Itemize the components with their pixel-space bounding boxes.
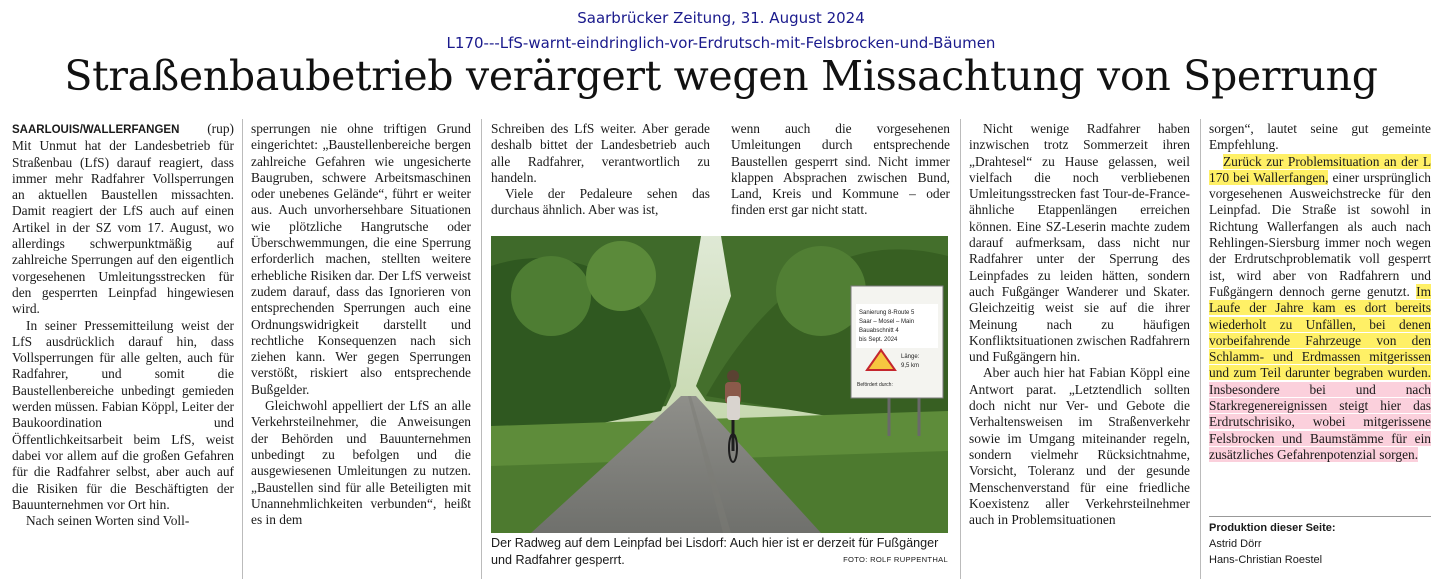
paragraph-text: einer ursprünglich vorgesehenen Ausweichstrecke für den Leinpfad. Die Straße ist sowohl in Richtung Wallerfangen als auch nach Rehlingen-Siersburg immer noch wegen der Erdrutschproblematik voll gesperrt ist, wird aber von Radfahrern und Fußgängern dennoch gerne genutzt. [1209, 169, 1431, 299]
sign-text: Saar – Mosel – Main [859, 319, 915, 325]
highlight-yellow: Im Laufe der Jahre kam es dort bereits wiederholt zu Unfällen, bei denen vorbeifahrende Fahrzeuge von den Schlamm- und Erdmassen mitgerissen und zum Teil darunter begraben wurden. [1209, 283, 1431, 381]
article-photo [491, 236, 948, 533]
credits-name: Hans-Christian Roestel [1209, 554, 1323, 566]
production-credits [1209, 516, 1431, 568]
caption-text: Der Radweg auf dem Leinpfad bei Lisdorf: Auch hier ist er derzeit für Fußgänger und Radfahrer gesperrt. [491, 536, 939, 567]
paragraph [1209, 154, 1431, 464]
article-slug: L170---LfS-warnt-eindringlich-vor-Erdrutsch-mit-Felsbrocken-und-Bäumen [446, 34, 996, 52]
paragraph: Gleichwohl appelliert der LfS an alle Verkehrsteilnehmer, die Anweisungen der Behörden und Bauunternehmen unbedingt zu befolgen und die ausgewiesenen Umleitungen zu nutzen. „Baustellen sind für alle Beteiligten mit Unannehmlichkeiten verbunden“, heißt es in dem [251, 398, 471, 528]
article-column-6 [1209, 121, 1431, 463]
sign-text: Sanierung 8-Route 5 [859, 310, 915, 316]
article-column-4 [731, 121, 950, 219]
column-divider [960, 119, 961, 579]
paragraph: Nach seinen Worten sind Voll- [26, 513, 190, 529]
cycle-path-photo [491, 236, 948, 533]
photo-caption [491, 535, 948, 568]
column-divider [242, 119, 243, 579]
sign-text: Länge: [901, 354, 920, 360]
highlight-pink: Insbesondere bei und nach Starkregenereignissen steigt hier das Erdrutschrisiko, wobei mitgerissene Felsbrocken und Baumstämme für ein zusätzliches Gefahrenpotenzial sorgen. [1209, 381, 1431, 462]
lead-text: Mit Unmut hat der Landesbetrieb für Straßenbau (LfS) darauf reagiert, dass immer mehr Radfahrer Vollsperrungen an aktuellen Baustellen missachten. Damit reagiert der LfS auch auf einen Artikel in der SZ vom 17. August, wo allerdings schwerpunktmäßig auf zahlreiche Sperrungen auf den eigentlich vorgesehenen Umleitungsstrecken für den gesperrten Leinpfad hingewiesen wird. [12, 138, 234, 317]
sign-text: 9,5 km [901, 363, 920, 369]
article-headline: Straßenbaubetrieb verärgert wegen Missachtung von Sperrung [64, 52, 1378, 100]
credits-name: Astrid Dörr [1209, 538, 1262, 550]
paragraph: Viele der Pedaleure sehen das durchaus ähnlich. Aber was ist, [491, 186, 710, 218]
credits-label: Produktion dieser Seite: [1209, 522, 1336, 534]
article-column-3 [491, 121, 710, 219]
article-column-2 [251, 121, 471, 528]
newspaper-source: Saarbrücker Zeitung, 31. August 2024 [577, 9, 865, 27]
paragraph: Schreiben des LfS weiter. Aber gerade deshalb bittet der Landesbetrieb auch alle Radfahrer, verantwortlich zu handeln. [491, 121, 710, 185]
paragraph: wenn auch die vorgesehenen Umleitungen durch entsprechende Baustellen gesperrt sind. Nicht immer klappen Absprachen zwischen Bund, Land, Kreis und Kommune – oder finden erst gar nicht statt. [731, 121, 950, 218]
paragraph: sperrungen nie ohne triftigen Grund eingerichtet: „Baustellenbereiche bergen zahlreiche Gefahren wie ungesicherte Baugruben, schwere Arbeitsmaschinen oder unebenes Gelände“, führt er weiter aus. Auch unvorhersehbare Situationen wie plötzliche Hangrutsche oder Überschwemmungen, die eine Sperrung erforderlich machen, stellten weitere erhebliche Risiken dar. Der LfS verweist zudem darauf, dass das Ignorieren von entsprechenden Sperrungen auch eine Ordnungswidrigkeit darstellt und rechtliche Konsequenzen nach sich ziehen kann. Wer gegen Sperrungen verstößt, riskiert also entsprechende Bußgelder. [251, 121, 471, 397]
article-column-1 [12, 121, 234, 529]
lead-paragraph [12, 121, 234, 318]
dateline: SAARLOUIS/WALLERFANGEN [12, 124, 180, 136]
column-divider [481, 119, 482, 579]
author-tag: (rup) [207, 121, 234, 136]
sign-text: Befördert durch: [857, 382, 893, 388]
column-divider [1200, 119, 1201, 579]
sign-text: bis Sept. 2024 [859, 337, 898, 343]
article-column-5 [969, 121, 1190, 528]
highlight-yellow: Zurück zur Problemsituation an der L 170 bei Wallerfangen, [1209, 153, 1431, 185]
sign-text: Bauabschnitt 4 [859, 328, 899, 334]
paragraph: Aber auch hier hat Fabian Köppl eine Antwort parat. „Letztendlich sollten doch nicht nur Ver- und Gebote die Verhaltensweisen im Straßenverkehr sowie im Umgang miteinander regeln, sondern vielmehr Rücksichtnahme, Vorsicht, Toleranz und der gesunde Menschenverstand für eine friedliche Koexistenz aller Verkehrsteilnehmer auch in Problemsituationen [969, 365, 1190, 528]
paragraph: Nicht wenige Radfahrer haben inzwischen trotz Sommerzeit ihren „Drahtesel“ zu Hause gelassen, weil vielfach die noch verbliebenen Umleitungsstrecken fast Tour-de-France-ähnliche Etappenlängen erreichen können. Eine SZ-Leserin machte zudem darauf aufmerksam, dass nicht nur Radfahrer unter der Sperrung des Leinpfades zu leiden hätten, sondern auch Fußgänger Wanderer und Skater. Gleichzeitig weist sie auf die ihrer Meinung nach zu häufigen Konfliktsituationen zwischen Radfahrern und Fußgängern hin. [969, 121, 1190, 365]
paragraph: sorgen“, lautet seine gut gemeinte Empfehlung. [1209, 121, 1431, 153]
paragraph: In seiner Pressemitteilung weist der LfS ausdrücklich darauf hin, dass Vollsperrungen für alle gelten, auch für Radfahrer, und somit die Baustellenbereiche unbedingt gemieden werden müssen. Fabian Köppl, Leiter der Baukoordination und Öffentlichkeitsarbeit beim LfS, weist dabei vor allem auf die großen Gefahren für die Radfahrer selbst, aber auch auf die Risiken für die Beschäftigten der Bauunternehmen vor Ort hin. [12, 317, 234, 512]
photo-credit: FOTO: ROLF RUPPENTHAL [843, 554, 948, 564]
